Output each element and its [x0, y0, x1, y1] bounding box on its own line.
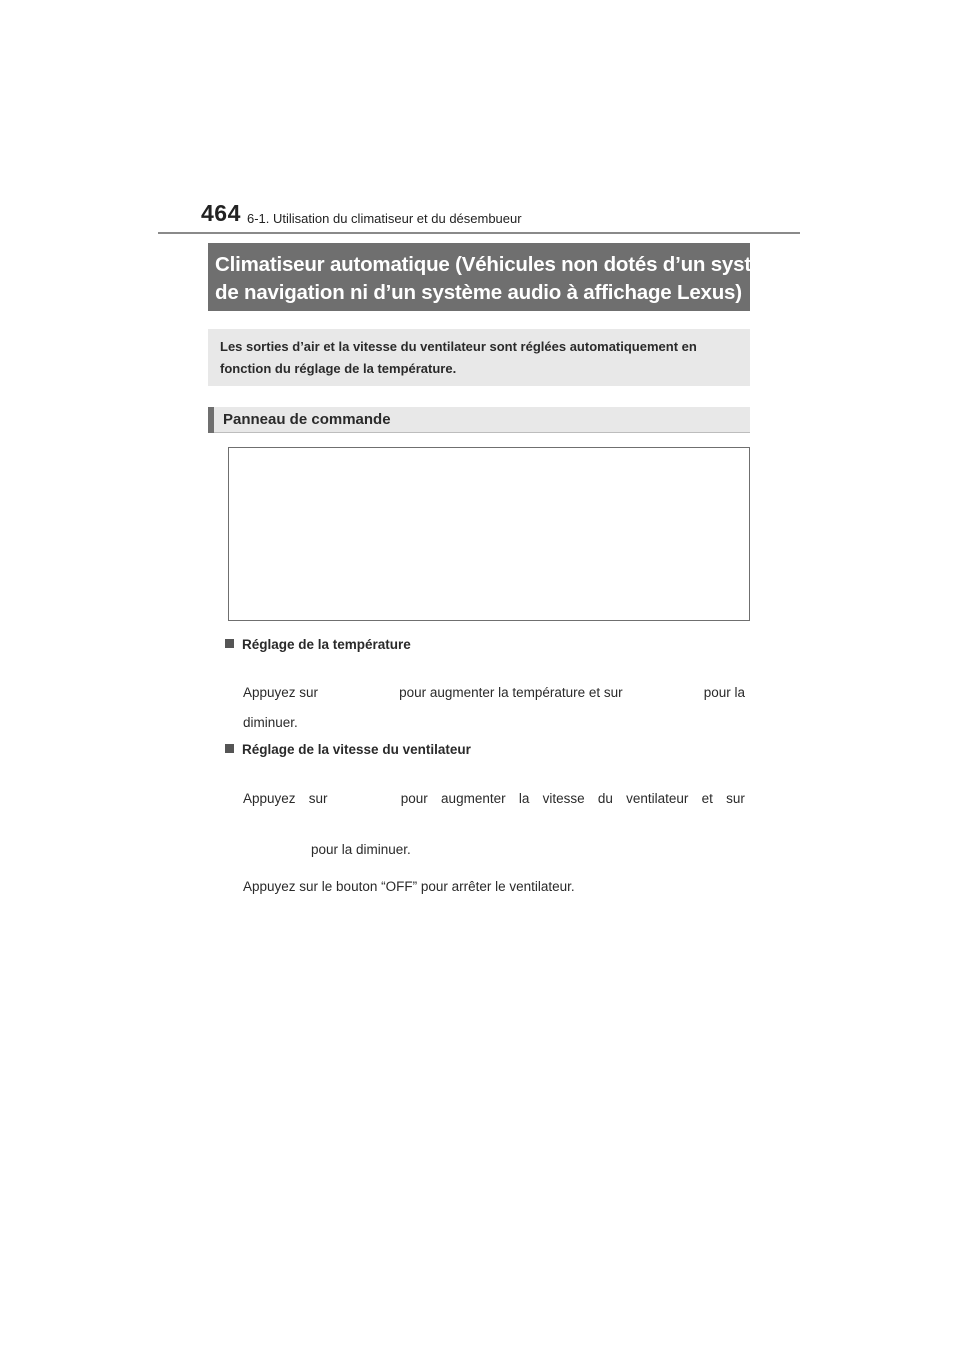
fan-line-3: Appuyez sur le bouton “OFF” pour arrêter le ventilateur.	[243, 879, 575, 894]
temperature-text-c: pour la	[703, 685, 745, 700]
bullet-square-icon	[225, 639, 234, 648]
temperature-line-2: diminuer.	[243, 715, 298, 730]
page-number: 464	[201, 200, 241, 226]
temperature-heading-text: Réglage de la température	[242, 637, 411, 652]
fan-word: vitesse	[542, 791, 585, 806]
intro-line-2: fonction du réglage de la température.	[220, 361, 457, 376]
fan-heading	[225, 742, 471, 757]
fan-line-1	[243, 791, 745, 806]
subsection-marker	[208, 407, 214, 433]
fan-word: sur	[308, 791, 328, 806]
header-divider	[158, 232, 800, 234]
temperature-text-a: Appuyez sur	[243, 685, 319, 700]
fan-word: et	[701, 791, 713, 806]
chapter-title-line-1: Climatiseur automatique (Véhicules non dotés d’un système	[215, 253, 792, 276]
bullet-square-icon	[225, 744, 234, 753]
control-panel-figure	[228, 447, 750, 621]
chapter-title-line-2: de navigation ni d’un système audio à affichage Lexus)	[215, 281, 742, 304]
temperature-text-b: pour augmenter la température et sur	[399, 685, 623, 700]
temperature-line-1	[243, 685, 745, 700]
intro-box	[208, 329, 750, 386]
fan-word: Appuyez	[243, 791, 296, 806]
fan-word: pour	[400, 791, 428, 806]
fan-word: la	[518, 791, 530, 806]
fan-word: sur	[726, 791, 745, 806]
fan-word: ventilateur	[626, 791, 689, 806]
fan-line-2: pour la diminuer.	[311, 842, 411, 857]
chapter-title-box	[208, 243, 792, 311]
subsection-header	[208, 407, 750, 433]
subsection-label: Panneau de commande	[223, 411, 391, 428]
temperature-heading	[225, 637, 411, 652]
section-title: 6-1. Utilisation du climatiseur et du désembueur	[247, 211, 522, 226]
fan-heading-text: Réglage de la vitesse du ventilateur	[242, 742, 471, 757]
fan-word: du	[597, 791, 613, 806]
fan-word: augmenter	[441, 791, 506, 806]
intro-line-1: Les sorties d’air et la vitesse du ventilateur sont réglées automatiquement en	[220, 339, 697, 354]
